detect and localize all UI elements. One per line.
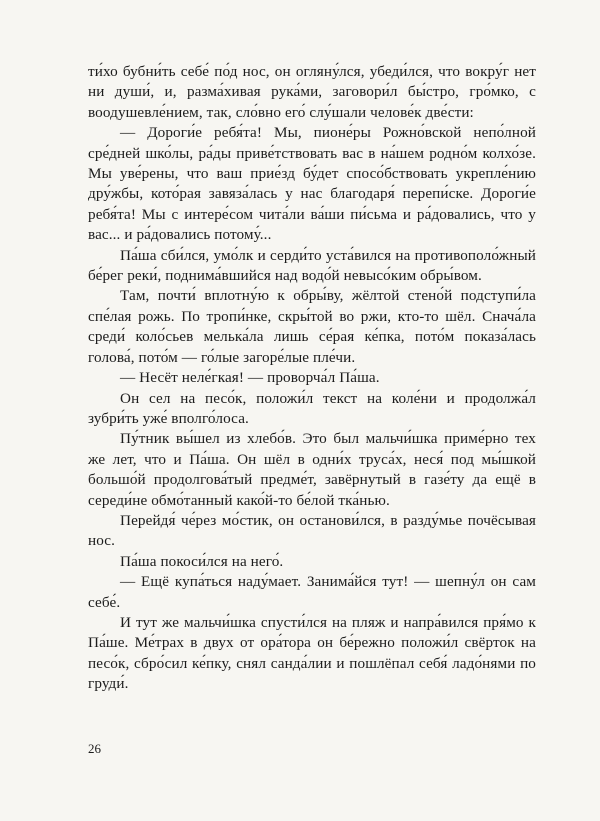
- paragraph: — Дороги́е ребя́та! Мы, пионе́ры Рожно́вской непо́лной сре́дней шко́лы, ра́ды приве́тствовать вас в на́шем родно́м колхо́зе. Мы уве́рены, что ваш прие́зд бу́дет спосо́бствовать укрепле́нию дру́жбы, кото́рая завяза́лась у нас благодаря́ перепи́ске. Дороги́е ребя́та! Мы с интере́сом чита́ли ва́ши пи́сьма и ра́довались, что у вас... и ра́довались потому́...: [88, 124, 536, 244]
- paragraph: — Несёт неле́гкая! — проворча́л Па́ша.: [120, 369, 380, 387]
- paragraph: Пу́тник вы́шел из хлебо́в. Это был мальчи́шка приме́рно тех же лет, что и Па́ша. Он шёл в одни́х труса́х, неся́ под мы́шкой большо́й продолгова́тый предме́т, завёрнутый в газе́ту да ещё в середи́не обмо́танный како́й-то бе́лой тка́нью.: [88, 430, 536, 509]
- body-text: [88, 62, 536, 695]
- page-number: 26: [88, 741, 101, 756]
- paragraph: И тут же мальчи́шка спусти́лся на пляж и напра́вился пря́мо к Па́ше. Ме́трах в двух от ора́тора он бе́режно положи́л свёрток на песо́к, сбро́сил ке́пку, снял санда́лии и пошлёпал себя́ ладо́нями по груди́.: [88, 613, 536, 693]
- paragraph: Там, почти́ вплотну́ю к обры́ву, жёлтой стено́й подступи́ла спе́лая рожь. По тропи́нке, скры́той во ржи, кто-то шёл. Снача́ла среди́ коло́сьев мелька́ла лишь се́рая ке́пка, пото́м показа́лась голова́, пото́м — го́лые загоре́лые пле́чи.: [88, 287, 536, 366]
- paragraph: Па́ша сби́лся, умо́лк и серди́то уста́вился на противополо́жный бе́рег реки́, поднима́вшийся над водо́й невысо́ким обры́вом.: [88, 246, 536, 285]
- paragraph: Он сел на песо́к, положи́л текст на коле́ни и продолжа́л зубри́ть уже́ вполго́лоса.: [88, 389, 536, 427]
- paragraph: Перейдя́ че́рез мо́стик, он останови́лся, в разду́мье почёсывая нос.: [88, 511, 536, 550]
- paragraph: Па́ша покоси́лся на него́.: [120, 552, 284, 570]
- paragraph: — Ещё купа́ться наду́мает. Занима́йся тут! — шепну́л он сам себе́.: [88, 573, 536, 611]
- paragraph: ти́хо бубни́ть себе́ по́д нос, он огляну́лся, убеди́лся, что вокру́г нет ни души́, и, разма́хивая рука́ми, заговори́л бы́стро, гро́мко, с воодушевле́нием, так, сло́вно его́ слу́шали челове́к две́сти:: [88, 63, 536, 121]
